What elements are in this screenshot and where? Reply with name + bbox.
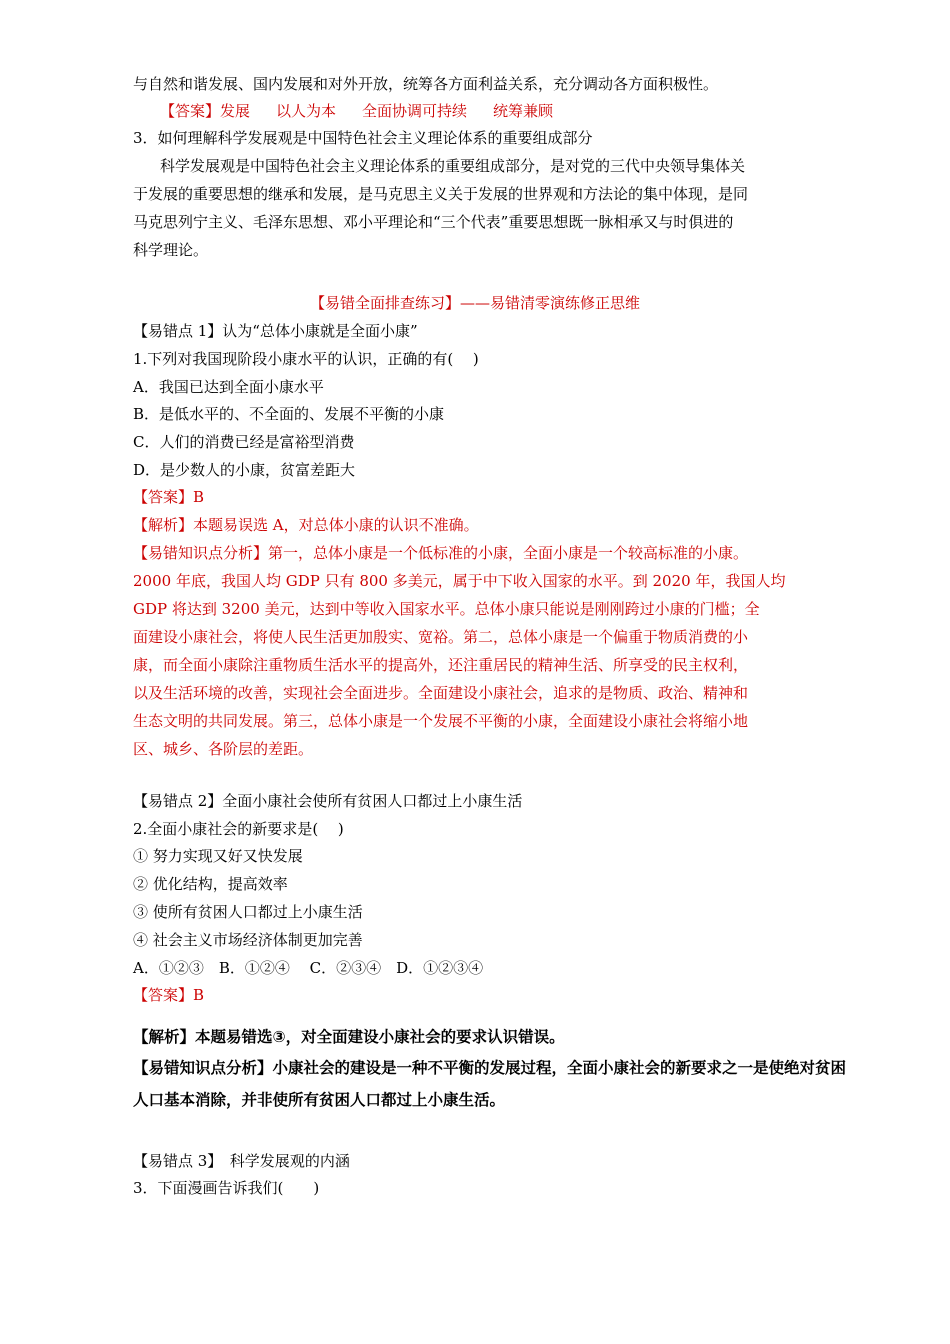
paragraph-line: 于发展的重要思想的继承和发展，是马克思主义关于发展的世界观和方法论的集中体现，是同 xyxy=(133,185,749,203)
answer-text: 以人为本 xyxy=(276,102,337,120)
answer-line: 【答案】B xyxy=(133,986,205,1004)
paragraph-line: 马克思列宁主义、毛泽东思想、邓小平理论和“三个代表”重要思想既一脉相承又与时俱进的 xyxy=(133,213,734,231)
paragraph-line: 科学理论。 xyxy=(133,241,209,259)
knowledge-analysis-line: 面建设小康社会，将使人民生活更加殷实、宽裕。第二，总体小康是一个偏重于物质消费的小 xyxy=(133,628,749,646)
option-c: C．人们的消费已经是富裕型消费 xyxy=(133,433,355,451)
knowledge-analysis-line: 康，而全面小康除注重物质生活水平的提高外，还注重居民的精神生活、所享受的民主权利， xyxy=(133,656,749,674)
question-text: 2.全面小康社会的新要求是( ) xyxy=(133,820,344,838)
knowledge-analysis-line: 【易错知识点分析】小康社会的建设是一种不平衡的发展过程，全面小康社会的新要求之一是使绝对贫困 xyxy=(133,1059,847,1077)
answer-text: 统筹兼顾 xyxy=(493,102,554,120)
error-point-heading: 【易错点 3】 科学发展观的内涵 xyxy=(133,1152,350,1170)
knowledge-analysis-line: 以及生活环境的改善，实现社会全面进步。全面建设小康社会，追求的是物质、政治、精神和 xyxy=(133,684,749,702)
statement-1: ① 努力实现又好又快发展 xyxy=(133,847,303,865)
choice-line: A．①②③ B．①②④ C．②③④ D．①②③④ xyxy=(133,959,484,977)
statement-4: ④ 社会主义市场经济体制更加完善 xyxy=(133,931,363,949)
section-heading: 【易错全面排查练习】——易错清零演练修正思维 xyxy=(309,294,640,312)
statement-2: ② 优化结构，提高效率 xyxy=(133,875,288,893)
option-b: B．是低水平的、不全面的、发展不平衡的小康 xyxy=(133,405,445,423)
paragraph-line: 科学发展观是中国特色社会主义理论体系的重要组成部分，是对党的三代中央领导集体关 xyxy=(160,157,746,175)
answer-line xyxy=(160,101,553,121)
option-a: A．我国已达到全面小康水平 xyxy=(133,378,324,396)
knowledge-analysis-line: 人口基本消除，并非使所有贫困人口都过上小康生活。 xyxy=(133,1091,506,1109)
analysis-line: 【解析】本题易错选③，对全面建设小康社会的要求认识错误。 xyxy=(133,1028,565,1046)
answer-text: 【答案】发展 xyxy=(160,102,251,120)
knowledge-analysis-line: GDP 将达到 3200 美元，达到中等收入国家水平。总体小康只能说是刚刚跨过小康的门槛；全 xyxy=(133,600,760,618)
knowledge-analysis-line: 生态文明的共同发展。第三，总体小康是一个发展不平衡的小康，全面建设小康社会将缩小地 xyxy=(133,712,749,730)
answer-line: 【答案】B xyxy=(133,488,205,506)
knowledge-analysis-line: 区、城乡、各阶层的差距。 xyxy=(133,740,314,758)
question-title: 3．如何理解科学发展观是中国特色社会主义理论体系的重要组成部分 xyxy=(133,129,593,147)
analysis-line: 【解析】本题易误选 A，对总体小康的认识不准确。 xyxy=(133,516,479,534)
knowledge-analysis-line: 【易错知识点分析】第一，总体小康是一个低标准的小康，全面小康是一个较高标准的小康。 xyxy=(133,544,749,562)
knowledge-analysis-line: 2000 年底，我国人均 GDP 只有 800 多美元，属于中下收入国家的水平。到 2020 年，我国人均 xyxy=(133,572,786,590)
question-text: 1.下列对我国现阶段小康水平的认识，正确的有( ) xyxy=(133,350,479,368)
paragraph-line: 与自然和谐发展、国内发展和对外开放，统筹各方面利益关系，充分调动各方面积极性。 xyxy=(133,75,719,93)
statement-3: ③ 使所有贫困人口都过上小康生活 xyxy=(133,903,363,921)
error-point-heading: 【易错点 2】全面小康社会使所有贫困人口都过上小康生活 xyxy=(133,792,523,810)
question-text: 3．下面漫画告诉我们( ) xyxy=(133,1179,320,1197)
option-d: D．是少数人的小康，贫富差距大 xyxy=(133,461,356,479)
answer-text: 全面协调可持续 xyxy=(362,102,468,120)
error-point-heading: 【易错点 1】认为“总体小康就是全面小康” xyxy=(133,322,418,340)
